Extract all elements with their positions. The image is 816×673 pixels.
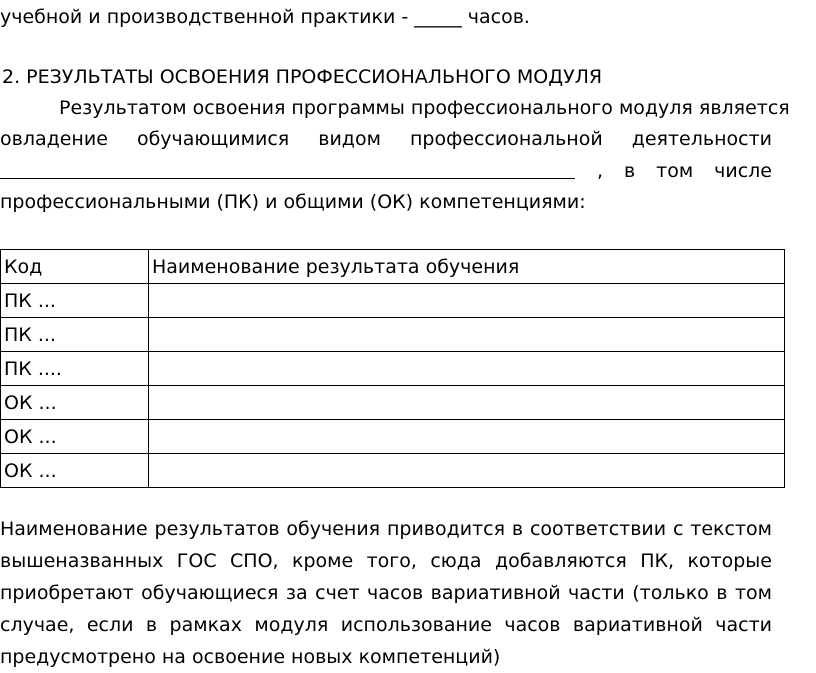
row-code: ПК ...	[1, 318, 149, 352]
header-result-name: Наименование результата обучения	[149, 250, 785, 284]
table-row	[1, 284, 785, 318]
row-result[interactable]	[149, 284, 785, 318]
row-code: ОК ...	[1, 386, 149, 420]
row-result[interactable]	[149, 318, 785, 352]
note-line: случае, если в рамках модуля использование часов вариативной части	[0, 614, 772, 636]
table-row	[1, 386, 785, 420]
table-row	[1, 352, 785, 386]
practice-hours-line: учебной и производственной практики - _____ часов.	[0, 6, 530, 28]
section-heading: 2. РЕЗУЛЬТАТЫ ОСВОЕНИЯ ПРОФЕССИОНАЛЬНОГО МОДУЛЯ	[2, 66, 603, 88]
row-code: ПК ....	[1, 352, 149, 386]
note-line: вышеназванных ГОС СПО, кроме того, сюда добавляются ПК, которые	[0, 550, 772, 572]
row-code: ОК ...	[1, 454, 149, 488]
row-result[interactable]	[149, 386, 785, 420]
table-row	[1, 454, 785, 488]
row-code: ОК ...	[1, 420, 149, 454]
table-row	[1, 420, 785, 454]
note-line: предусмотрено на освоение новых компетенций)	[0, 646, 501, 668]
intro-line-1: Результатом освоения программы профессионального модуля является	[59, 97, 790, 119]
row-result[interactable]	[149, 454, 785, 488]
intro-line-4: профессиональными (ПК) и общими (ОК) компетенциями:	[0, 191, 586, 213]
table-header-row	[1, 250, 785, 284]
note-line: приобретают обучающиеся за счет часов вариативной части (только в том	[0, 582, 772, 604]
competency-table	[0, 249, 785, 488]
intro-line-2: овладение обучающимися видом профессиональной деятельности	[0, 128, 772, 150]
row-result[interactable]	[149, 420, 785, 454]
row-result[interactable]	[149, 352, 785, 386]
table-row	[1, 318, 785, 352]
row-code: ПК ...	[1, 284, 149, 318]
activity-blank-field[interactable]	[0, 160, 575, 179]
note-paragraph	[0, 513, 772, 673]
intro-line-3-tail: , в том числе	[597, 160, 772, 182]
note-line: Наименование результатов обучения приводится в соответствии с текстом	[0, 518, 772, 540]
intro-line-3	[0, 160, 772, 184]
header-code: Код	[1, 250, 149, 284]
